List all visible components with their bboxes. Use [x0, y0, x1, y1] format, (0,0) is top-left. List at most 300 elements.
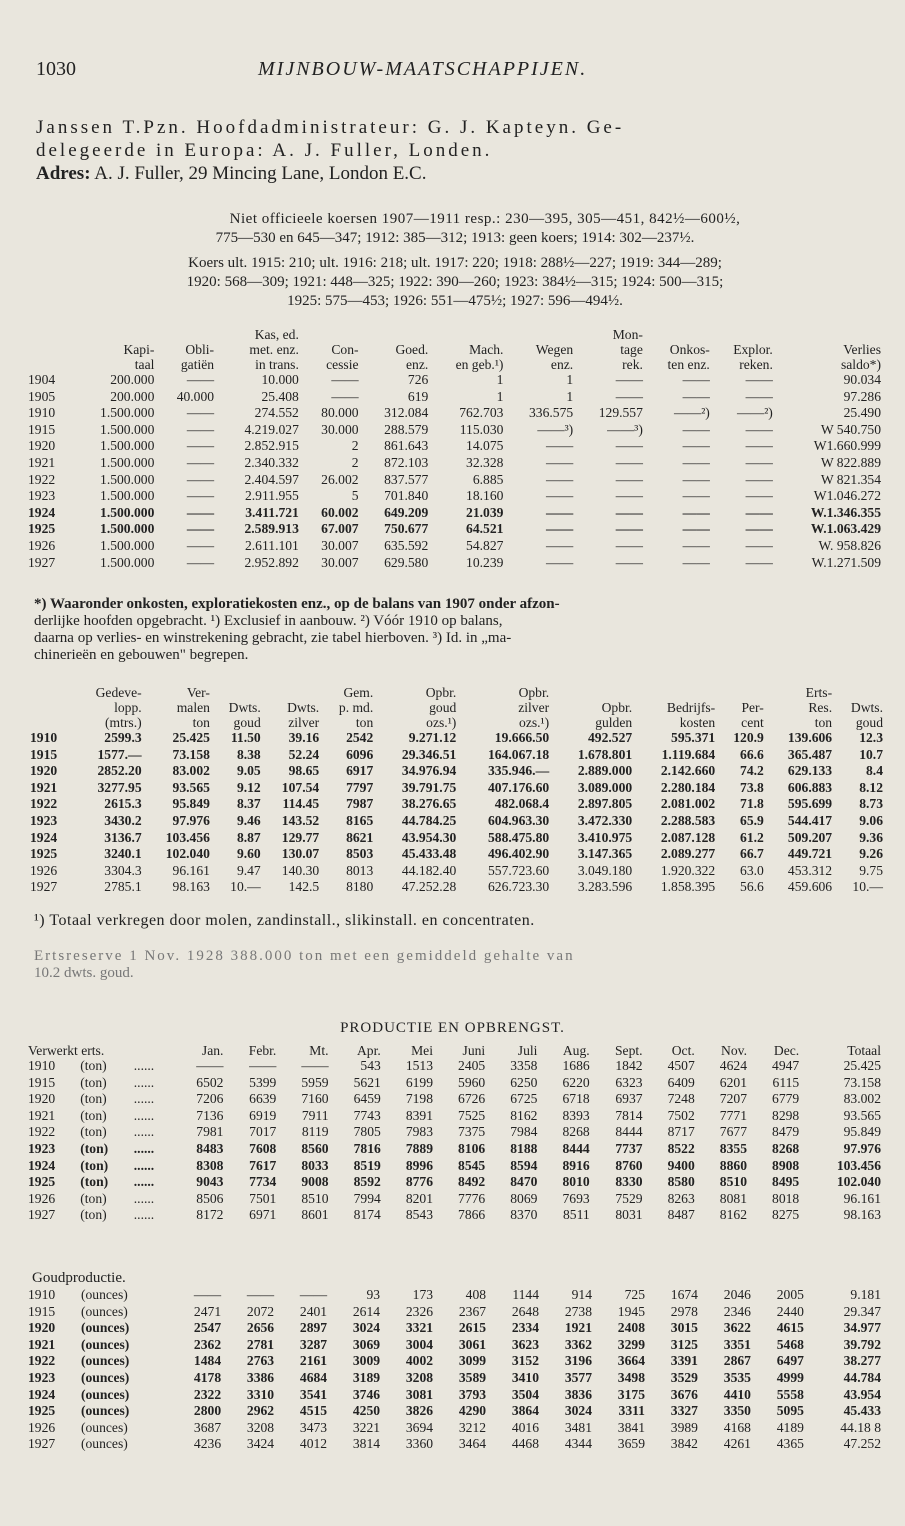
table-cell: 7743: [353, 1107, 381, 1123]
table-cell: 9.181: [850, 1287, 881, 1302]
table-cell: 2.142.660: [660, 763, 716, 779]
header-row: [30, 700, 886, 715]
table-cell: 2615.3: [104, 796, 142, 812]
table-cell: 4344: [564, 1436, 592, 1452]
table-cell: 3687: [193, 1419, 222, 1435]
table-cell: W. 958.826: [818, 537, 881, 553]
table-cell: 3659: [617, 1436, 645, 1452]
table-cell: 83.002: [172, 763, 210, 779]
table-cell: 7805: [353, 1124, 381, 1140]
column-header: [362, 327, 432, 342]
table-cell: 2405: [458, 1058, 486, 1073]
column-header: Onkos-: [669, 342, 710, 357]
table-cell: ......: [133, 1058, 155, 1073]
table-cell: 65.9: [740, 812, 764, 828]
ertsreserve-line-2: 10.2 dwts. goud.: [34, 965, 134, 981]
table-cell: 2.288.583: [660, 812, 716, 828]
column-header: [776, 327, 884, 342]
table-cell: 3424: [246, 1436, 275, 1452]
table-cell: 18.160: [466, 488, 504, 504]
table-row: [28, 455, 884, 472]
column-header: [213, 685, 264, 700]
table-cell: 1915: [28, 1303, 56, 1319]
table-cell: 29.346.51: [401, 746, 457, 762]
table-cell: 1.500.000: [100, 438, 155, 454]
running-title: MIJNBOUW-MAATSCHAPPIJEN.: [258, 58, 588, 80]
table-cell: 335.946.—: [487, 763, 550, 779]
table-cell: 80.000: [321, 405, 359, 421]
table-cell: 71.8: [740, 796, 764, 812]
table-cell: ——: [615, 488, 643, 504]
column-header: gatiën: [180, 357, 215, 372]
table-cell: 3989: [670, 1419, 698, 1435]
table-cell: 8263: [667, 1190, 695, 1206]
table-cell: 2547: [193, 1320, 222, 1336]
table-cell: 63.0: [740, 862, 764, 878]
table-cell: 629.580: [384, 554, 429, 570]
table-cell: 3304.3: [104, 862, 142, 878]
table-cell: 1921: [28, 1336, 56, 1352]
table-cell: 2471: [193, 1303, 222, 1319]
table-cell: 2.404.597: [244, 471, 299, 487]
table-cell: ——: [745, 421, 773, 437]
table-row: [28, 1141, 884, 1158]
table-cell: 3694: [405, 1419, 434, 1435]
column-header: [28, 327, 73, 342]
table-cell: ......: [133, 1107, 155, 1123]
table-cell: 10.7: [859, 746, 883, 762]
column-header: [646, 327, 713, 342]
table-cell: 1927: [28, 554, 56, 570]
table-row: [30, 796, 886, 813]
table-cell: 73.158: [843, 1074, 881, 1090]
column-header: zilver: [518, 700, 550, 715]
table-cell: 2.611.101: [244, 537, 299, 553]
table-cell: 54.827: [466, 537, 504, 553]
table-cell: 1910: [28, 1287, 56, 1302]
table-cell: 8162: [510, 1107, 538, 1123]
table-cell: 164.067.18: [487, 746, 550, 762]
table-cell: 274.552: [254, 405, 299, 421]
table-cell: 6409: [667, 1074, 695, 1090]
table-cell: 3841: [617, 1419, 645, 1435]
table-cell: 8580: [667, 1174, 695, 1190]
table-cell: 8308: [196, 1157, 224, 1173]
table-cell: (ton): [80, 1107, 107, 1123]
column-header: Sept.: [614, 1043, 643, 1058]
table-cell: 90.034: [843, 372, 881, 387]
table-cell: ——: [186, 554, 215, 570]
table-cell: 8594: [510, 1157, 538, 1173]
table-cell: 1920: [28, 1320, 56, 1336]
table-cell: 34.977: [843, 1320, 881, 1336]
table-cell: 3208: [405, 1369, 434, 1385]
table-cell: 2.852.915: [244, 438, 299, 454]
table-row: [28, 422, 884, 439]
table-cell: 8370: [510, 1207, 538, 1223]
table-cell: 8188: [510, 1140, 538, 1156]
table-cell: 1926: [28, 537, 56, 553]
column-header: Febr.: [248, 1043, 277, 1058]
column-header: [28, 357, 73, 372]
table-cell: ——: [545, 537, 574, 553]
table-cell: 8268: [562, 1124, 590, 1140]
table-cell: 1910: [28, 1058, 56, 1073]
table-cell: (ounces): [80, 1303, 128, 1319]
table-cell: 1910: [28, 405, 56, 421]
table-cell: 8201: [405, 1190, 433, 1206]
table-row: [28, 1075, 884, 1092]
table-cell: 4012: [299, 1436, 328, 1452]
table-cell: 3842: [670, 1436, 698, 1452]
table-cell: 2.897.805: [577, 796, 633, 812]
table-cell: 2.280.184: [660, 779, 716, 795]
table-cell: 7816: [353, 1140, 381, 1156]
table-cell: 93.565: [172, 779, 210, 795]
table-cell: 1922: [30, 796, 58, 812]
table-row: [30, 763, 886, 780]
table-cell: 8522: [667, 1140, 695, 1156]
table-cell: 9.60: [236, 846, 261, 862]
table-cell: 3410: [511, 1369, 540, 1385]
table-cell: 1923: [30, 812, 58, 828]
table-cell: (ounces): [80, 1353, 130, 1369]
table-cell: ——: [545, 471, 574, 487]
column-header: gulden: [595, 715, 633, 730]
column-header: (mtrs.): [105, 715, 142, 730]
table-cell: 1.119.684: [661, 746, 716, 762]
table-row: [28, 1353, 884, 1370]
table-cell: 2005: [776, 1287, 804, 1302]
column-header: [552, 685, 635, 700]
table-cell: (ounces): [80, 1419, 128, 1435]
table-cell: 2.589.913: [244, 521, 299, 537]
table-cell: 3.147.365: [577, 846, 633, 862]
table-cell: ——³): [537, 421, 574, 437]
column-header: Bedrijfs-: [666, 700, 716, 715]
column-header: ton: [814, 715, 833, 730]
table-cell: 3189: [352, 1369, 381, 1385]
table-cell: 44.18 8: [840, 1419, 881, 1435]
table-cell: 3081: [405, 1386, 434, 1402]
table-cell: 3746: [352, 1386, 381, 1402]
table-cell: 2: [351, 454, 359, 470]
table-cell: 6502: [196, 1074, 224, 1090]
table-cell: 96.161: [843, 1190, 881, 1206]
table-row: [30, 846, 886, 863]
column-header: enz.: [406, 357, 429, 372]
table-cell: 7207: [719, 1091, 747, 1107]
table-cell: 449.721: [787, 846, 833, 862]
column-header: Obli-: [185, 342, 215, 357]
table-cell: 93: [366, 1287, 381, 1302]
table-cell: ——: [299, 1287, 328, 1302]
table-cell: ——: [186, 421, 215, 437]
table-cell: 1924: [30, 829, 58, 845]
table-cell: 2615: [458, 1320, 487, 1336]
table-cell: 10.000: [261, 372, 299, 387]
table-cell: 10.239: [466, 554, 504, 570]
column-header: lopp.: [114, 700, 142, 715]
table-cell: 8172: [196, 1207, 224, 1223]
table-cell: W 540.750: [820, 421, 881, 437]
table-cell: 3826: [405, 1403, 434, 1419]
table-cell: 1924: [28, 1157, 56, 1173]
table-cell: 29.347: [843, 1303, 881, 1319]
column-header: Opbr.: [425, 685, 457, 700]
table-cell: 1144: [512, 1287, 540, 1302]
table-cell: 1686: [562, 1058, 590, 1073]
table-cell: 4236: [193, 1436, 222, 1452]
table-cell: 3287: [299, 1336, 328, 1352]
table-cell: 3622: [723, 1320, 751, 1336]
table-cell: 543: [360, 1058, 381, 1073]
ertsreserve: [34, 948, 884, 982]
table-cell: 5960: [458, 1074, 486, 1090]
table-cell: 3473: [299, 1419, 328, 1435]
table-cell: 39.791.75: [401, 779, 457, 795]
table-cell: 115.030: [459, 421, 504, 437]
table-cell: 9.46: [236, 812, 261, 828]
table-cell: ——: [301, 1058, 329, 1073]
table-cell: ——: [186, 372, 215, 387]
table-row: [30, 879, 886, 896]
column-header: [506, 327, 576, 342]
table-cell: 8298: [772, 1107, 800, 1123]
table-cell: 8081: [719, 1190, 747, 1206]
table-cell: 26.002: [321, 471, 359, 487]
table-cell: 39.792: [843, 1336, 881, 1352]
table-cell: ——: [186, 438, 215, 454]
column-header: en geb.¹): [455, 357, 504, 372]
column-header: cessie: [326, 357, 359, 372]
table-cell: 8069: [510, 1190, 538, 1206]
table-cell: 25.408: [261, 388, 299, 404]
table-cell: 4290: [458, 1403, 487, 1419]
table-cell: 142.5: [288, 879, 320, 895]
table-cell: 2763: [246, 1353, 275, 1369]
table-row: [28, 1320, 884, 1337]
table-row: [28, 1403, 884, 1420]
column-header: Opbr.: [601, 700, 633, 715]
table-cell: 914: [571, 1287, 592, 1302]
table-cell: 14.075: [466, 438, 504, 454]
table-cell: 1927: [28, 1436, 56, 1452]
table-cell: 1926: [30, 862, 58, 878]
ertsreserve-line-1: Ertsreserve 1 Nov. 1928 388.000 ton met een gemiddeld gehalte van: [34, 948, 575, 964]
table-cell: 2738: [564, 1303, 592, 1319]
table-cell: 3099: [458, 1353, 487, 1369]
table-cell: ——²): [737, 405, 773, 421]
table-cell: 73.8: [740, 779, 764, 795]
table-cell: 9400: [667, 1157, 695, 1173]
table-cell: (ton): [80, 1174, 109, 1190]
table-cell: 588.475.80: [487, 829, 550, 845]
table-cell: 30.007: [321, 537, 359, 553]
table-cell: 2648: [511, 1303, 540, 1319]
table-cell: 4624: [719, 1058, 747, 1073]
table-cell: 129.557: [598, 405, 643, 421]
table-cell: 2.087.128: [660, 829, 716, 845]
table-cell: 3836: [564, 1386, 592, 1402]
table-cell: 1924: [28, 504, 56, 520]
column-header: ozs.¹): [519, 715, 550, 730]
table-cell: 1674: [670, 1287, 698, 1302]
table-cell: 9.47: [236, 862, 261, 878]
column-header: ten enz.: [667, 357, 710, 372]
header-row: [30, 715, 886, 730]
header-row: [28, 357, 884, 372]
table-cell: 1915: [28, 1074, 56, 1090]
table-cell: ——: [545, 488, 574, 504]
table-row: [30, 830, 886, 847]
table-cell: 701.840: [384, 488, 429, 504]
table-cell: ——: [331, 372, 359, 387]
table-cell: 6725: [510, 1091, 538, 1107]
table-cell: 8760: [615, 1157, 643, 1173]
table-row: [28, 1304, 884, 1321]
table-cell: (ounces): [80, 1436, 128, 1452]
table-cell: 8444: [615, 1124, 643, 1140]
table-cell: 595.371: [671, 730, 716, 745]
table-cell: ——: [745, 471, 773, 487]
column-header: [635, 685, 718, 700]
table-cell: ——³): [607, 421, 643, 437]
table-cell: 5095: [776, 1403, 804, 1419]
table-cell: 7987: [346, 796, 374, 812]
balance-note-2: derlijke hoofden opgebracht. ¹) Exclusief in aanbouw. ²) Vóór 1910 op balans,: [34, 613, 503, 629]
table-cell: ......: [133, 1157, 155, 1173]
column-header: Ver-: [186, 685, 210, 700]
table-cell: 482.068.4: [494, 796, 550, 812]
table-cell: 5621: [353, 1074, 381, 1090]
table-cell: 6919: [249, 1107, 277, 1123]
table-cell: 1.500.000: [100, 488, 155, 504]
table-cell: 7525: [458, 1107, 486, 1123]
table-cell: 1926: [28, 1419, 56, 1435]
table-cell: 635.592: [384, 537, 429, 553]
table-cell: 3299: [617, 1336, 645, 1352]
table-cell: 83.002: [843, 1091, 881, 1107]
table-cell: 288.579: [384, 421, 429, 437]
table-row: [30, 730, 886, 747]
table-cell: 5468: [776, 1336, 804, 1352]
table-cell: 114.45: [282, 796, 320, 812]
table-cell: 1513: [405, 1058, 433, 1073]
table-cell: 8916: [562, 1157, 590, 1173]
table-cell: 492.527: [588, 730, 633, 745]
table-cell: 837.577: [384, 471, 429, 487]
table-cell: 8503: [346, 846, 374, 862]
table-cell: 2072: [246, 1303, 275, 1319]
table-cell: ——: [186, 405, 215, 421]
production-note: ¹) Totaal verkregen door molen, zandinstall., slikinstall. en concentraten.: [34, 912, 535, 929]
table-cell: 3221: [352, 1419, 381, 1435]
table-cell: 1922: [28, 471, 56, 487]
table-cell: 2785.1: [104, 879, 142, 895]
table-cell: ——: [745, 488, 773, 504]
table-row: [28, 472, 884, 489]
table-cell: 2.081.002: [660, 796, 716, 812]
table-cell: 1923: [28, 1369, 56, 1385]
table-cell: 861.643: [384, 438, 429, 454]
table-cell: 3310: [246, 1386, 275, 1402]
table-cell: 3152: [511, 1353, 540, 1369]
table-cell: 143.52: [281, 812, 320, 828]
table-cell: 200.000: [110, 388, 155, 404]
table-row: [28, 1387, 884, 1404]
table-cell: ......: [133, 1140, 155, 1156]
table-cell: 3125: [670, 1336, 698, 1352]
table-cell: 8479: [772, 1124, 800, 1140]
column-header: Mei: [411, 1043, 433, 1058]
table-cell: 1920: [30, 763, 58, 779]
table-cell: 1927: [28, 1207, 56, 1223]
table-cell: 8560: [301, 1140, 329, 1156]
table-cell: 56.6: [740, 879, 764, 895]
column-header: Verwerkt erts.: [28, 1043, 105, 1058]
table-cell: 595.699: [787, 796, 833, 812]
table-cell: 1: [496, 388, 504, 404]
table-cell: 3864: [511, 1403, 540, 1419]
table-cell: 2.952.892: [244, 554, 299, 570]
table-cell: ——: [615, 454, 643, 470]
column-header: enz.: [550, 357, 574, 372]
table-cell: 3362: [564, 1336, 592, 1352]
table-cell: 10.—: [852, 879, 883, 895]
table-row: [28, 405, 884, 422]
table-cell: 7136: [196, 1107, 224, 1123]
table-cell: 3009: [352, 1353, 381, 1369]
column-header: saldo*): [840, 357, 881, 372]
column-header: Dwts.: [287, 700, 320, 715]
table-cell: 1915: [28, 421, 56, 437]
table-cell: 7984: [510, 1124, 538, 1140]
table-cell: ——: [615, 521, 643, 537]
table-row: [28, 505, 884, 522]
table-cell: 1920: [28, 438, 56, 454]
table-cell: 97.976: [843, 1140, 881, 1156]
table-cell: 3351: [723, 1336, 751, 1352]
table-cell: 2542: [346, 730, 374, 745]
table-cell: 2656: [246, 1320, 275, 1336]
table-cell: 1.678.801: [577, 746, 633, 762]
table-cell: 6779: [772, 1091, 800, 1107]
table-cell: 3664: [617, 1353, 645, 1369]
table-cell: 3321: [405, 1320, 434, 1336]
table-cell: 3.411.721: [245, 504, 299, 520]
table-cell: 1925: [28, 1403, 56, 1419]
table-cell: 1.500.000: [100, 521, 155, 537]
table-cell: (ounces): [80, 1336, 130, 1352]
column-header: [264, 685, 322, 700]
table-cell: ——: [745, 504, 773, 520]
table-cell: (ounces): [80, 1386, 130, 1402]
column-header: [713, 327, 776, 342]
table-cell: 2367: [458, 1303, 487, 1319]
table-row: [28, 555, 884, 572]
balance-note-4: chinerieën en gebouwen" begrepen.: [34, 647, 249, 663]
table-cell: 3024: [352, 1320, 381, 1336]
table-cell: 2362: [193, 1336, 222, 1352]
table-cell: 8268: [772, 1140, 800, 1156]
column-header: [835, 685, 886, 700]
table-cell: 6201: [719, 1074, 747, 1090]
header-row: [28, 327, 884, 342]
table-cell: 8506: [196, 1190, 224, 1206]
table-cell: 3069: [352, 1336, 381, 1352]
table-cell: 129.77: [281, 829, 320, 845]
